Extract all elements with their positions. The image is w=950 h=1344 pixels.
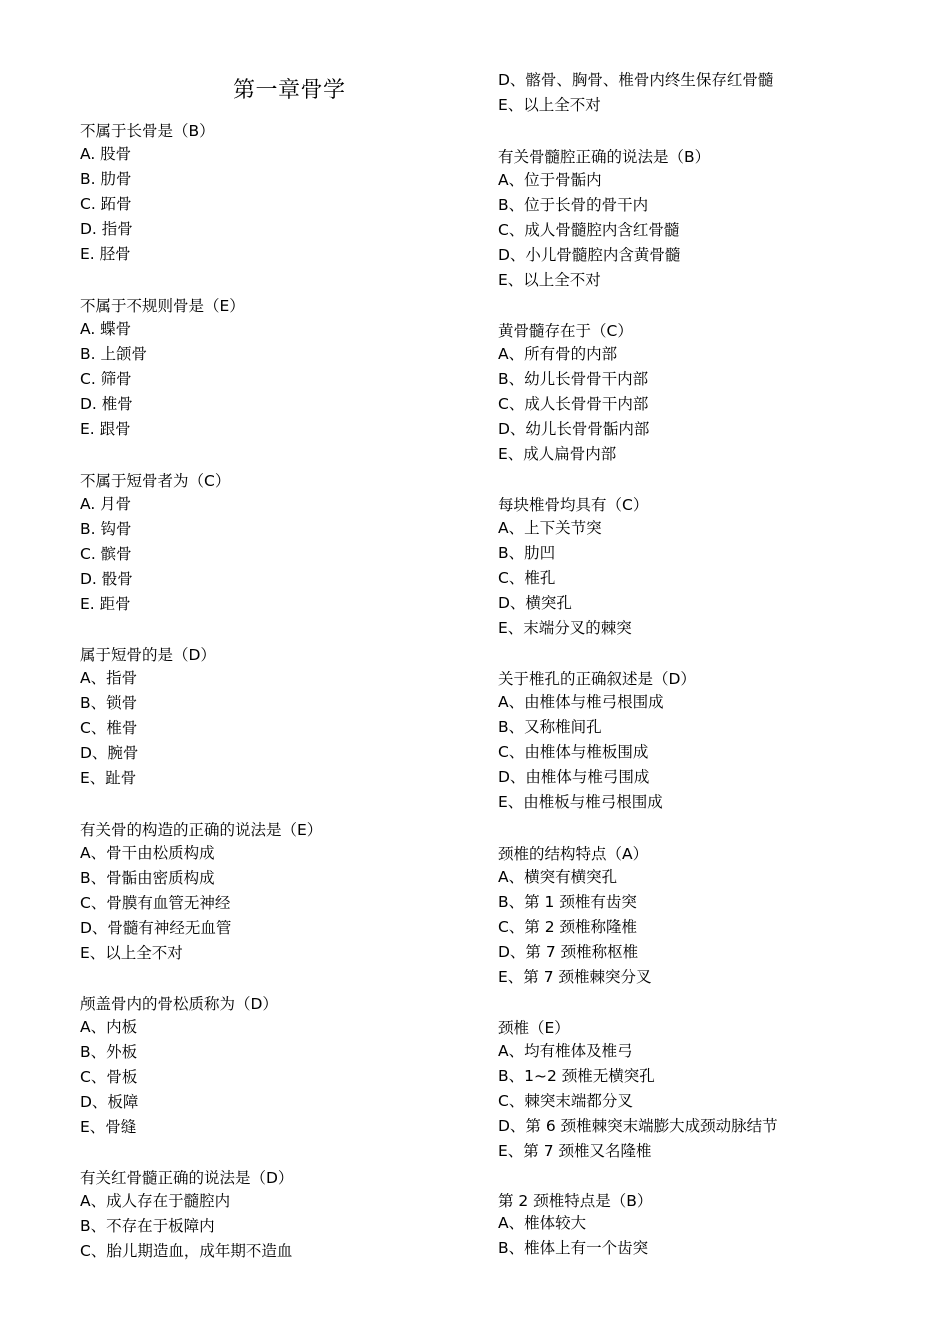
right-column-line: E、第 7 颈椎棘突分叉	[498, 968, 652, 986]
right-column-line: B、肋凹	[498, 544, 556, 562]
right-column-line: D、小儿骨髓腔内含黄骨髓	[498, 246, 681, 264]
left-column-line: A. 股骨	[80, 145, 132, 163]
right-column-line: E、末端分叉的棘突	[498, 619, 632, 637]
left-column-line: C、骨板	[80, 1068, 138, 1086]
right-column-line: 颈椎的结构特点（A）	[498, 845, 649, 863]
right-column-line: D、幼儿长骨骨骺内部	[498, 420, 650, 438]
right-column-line: 颈椎（E）	[498, 1019, 570, 1037]
right-column-line: D、第 6 颈椎棘突末端膨大成颈动脉结节	[498, 1117, 778, 1135]
right-column-line: A、位于骨骺内	[498, 171, 602, 189]
left-column-line: C. 跖骨	[80, 195, 132, 213]
left-column-line: 不属于短骨者为（C）	[80, 472, 231, 490]
left-column-line: D、骨髓有神经无血管	[80, 919, 232, 937]
left-column-line: A、骨干由松质构成	[80, 844, 215, 862]
left-column-line: 不属于不规则骨是（E）	[80, 297, 245, 315]
left-column-line: B. 钩骨	[80, 520, 132, 538]
right-column-line: A、横突有横突孔	[498, 868, 618, 886]
right-column-line: E、第 7 颈椎又名隆椎	[498, 1142, 652, 1160]
left-column-line: C. 髌骨	[80, 545, 132, 563]
left-column-line: D. 指骨	[80, 220, 133, 238]
right-column-line: 有关骨髓腔正确的说法是（B）	[498, 148, 711, 166]
right-column-line: B、1~2 颈椎无横突孔	[498, 1067, 655, 1085]
right-column-line: C、第 2 颈椎称隆椎	[498, 918, 638, 936]
left-column-line: E. 胫骨	[80, 245, 131, 263]
left-column-line: A. 月骨	[80, 495, 132, 513]
right-column-line: E、以上全不对	[498, 96, 601, 114]
right-column-line: 每块椎骨均具有（C）	[498, 496, 649, 514]
left-column-line: E、骨缝	[80, 1118, 137, 1136]
right-column-line: A、由椎体与椎弓根围成	[498, 693, 664, 711]
left-column-line: B、骨骺由密质构成	[80, 869, 215, 887]
left-column-line: E、以上全不对	[80, 944, 183, 962]
right-column-line: 关于椎孔的正确叙述是（D）	[498, 670, 696, 688]
right-column-line: D、横突孔	[498, 594, 572, 612]
right-column-line: C、棘突末端都分叉	[498, 1092, 633, 1110]
right-column-line: A、上下关节突	[498, 519, 602, 537]
right-column-line: B、位于长骨的骨干内	[498, 196, 649, 214]
left-column-line: A、成人存在于髓腔内	[80, 1192, 231, 1210]
right-column-line: C、成人骨髓腔内含红骨髓	[498, 221, 680, 239]
left-column-line: C、椎骨	[80, 719, 138, 737]
left-column-line: B. 上颌骨	[80, 345, 147, 363]
right-column-line: B、第 1 颈椎有齿突	[498, 893, 637, 911]
left-column-line: 有关红骨髓正确的说法是（D）	[80, 1169, 294, 1187]
left-column-line: B、外板	[80, 1043, 138, 1061]
left-column-line: C、骨膜有血管无神经	[80, 894, 231, 912]
right-column-line: D、髂骨、胸骨、椎骨内终生保存红骨髓	[498, 71, 774, 89]
right-column-line: B、幼儿长骨骨干内部	[498, 370, 649, 388]
left-column-line: 颅盖骨内的骨松质称为（D）	[80, 995, 278, 1013]
left-column-line: 属于短骨的是（D）	[80, 646, 216, 664]
right-column-line: D、第 7 颈椎称枢椎	[498, 943, 639, 961]
left-column-line: E. 跟骨	[80, 420, 131, 438]
right-column-line: E、以上全不对	[498, 271, 601, 289]
right-column-line: B、又称椎间孔	[498, 718, 602, 736]
left-column-line: 不属于长骨是（B）	[80, 122, 215, 140]
right-column-line: 第 2 颈椎特点是（B）	[498, 1192, 653, 1210]
left-column-line: B、锁骨	[80, 694, 138, 712]
right-column-line: A、椎体较大	[498, 1214, 587, 1232]
left-column-line: D、腕骨	[80, 744, 139, 762]
right-column-line: A、均有椎体及椎弓	[498, 1042, 633, 1060]
left-column-line: 有关骨的构造的正确的说法是（E）	[80, 821, 323, 839]
right-column-line: E、由椎板与椎弓根围成	[498, 793, 663, 811]
left-column-line: D、板障	[80, 1093, 139, 1111]
right-column-line: E、成人扁骨内部	[498, 445, 617, 463]
chapter-title: 第一章骨学	[233, 78, 346, 103]
right-column-line: A、所有骨的内部	[498, 345, 618, 363]
right-column-line: C、成人长骨骨干内部	[498, 395, 649, 413]
left-column-line: C、胎儿期造血，成年期不造血	[80, 1242, 293, 1260]
right-column-line: 黄骨髓存在于（C）	[498, 322, 633, 340]
left-column-line: C. 筛骨	[80, 370, 132, 388]
left-column-line: B、不存在于板障内	[80, 1217, 215, 1235]
left-column-line: E. 距骨	[80, 595, 131, 613]
left-column-line: B. 肋骨	[80, 170, 132, 188]
right-column-line: B、椎体上有一个齿突	[498, 1239, 649, 1257]
left-column-line: A、内板	[80, 1018, 138, 1036]
right-column-line: C、由椎体与椎板围成	[498, 743, 649, 761]
left-column-line: D. 椎骨	[80, 395, 133, 413]
right-column-line: D、由椎体与椎弓围成	[498, 768, 650, 786]
left-column-line: A. 蝶骨	[80, 320, 132, 338]
left-column-line: D. 骰骨	[80, 570, 133, 588]
right-column-line: C、椎孔	[498, 569, 556, 587]
left-column-line: E、趾骨	[80, 769, 137, 787]
left-column-line: A、指骨	[80, 669, 138, 687]
